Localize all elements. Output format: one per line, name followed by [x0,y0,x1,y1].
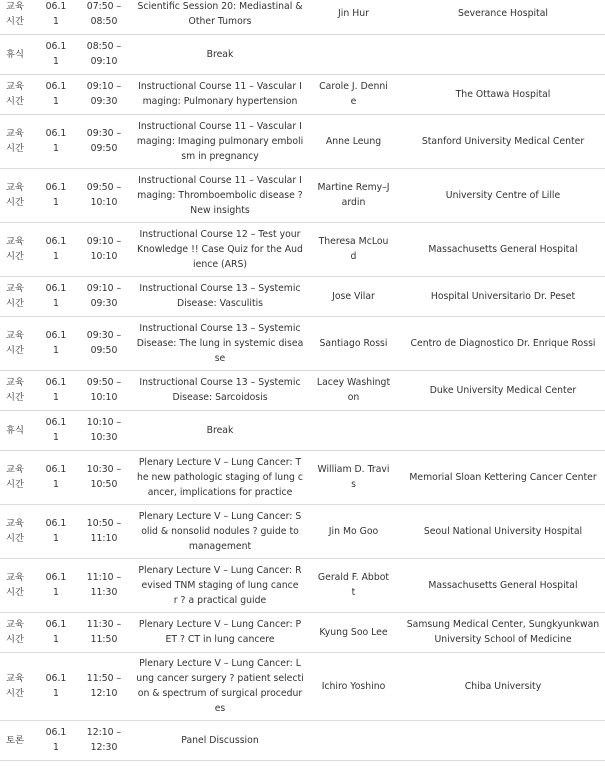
institution-cell [401,720,605,760]
speaker-cell: Anne Leung [306,114,401,168]
date-cell: 06.1 1 [38,370,74,410]
title-cell: Plenary Lecture V – Lung Cancer: P ET ? CT in lung cancere [134,612,306,652]
date-cell: 06.1 1 [38,168,74,222]
date-cell: 06.1 1 [38,558,74,612]
speaker-cell: Theresa McLou d [306,222,401,276]
date-cell: 06.1 1 [38,612,74,652]
title-cell: Panel Discussion [134,720,306,760]
date-cell: 06.1 1 [38,652,74,720]
time-cell: 08:50 – 09:10 [74,34,134,74]
title-cell: Plenary Lecture V – Lung Cancer: L ung cancer surgery ? patient selecti on & spectrum of surgical procedur es [134,652,306,720]
institution-cell [401,410,605,450]
session-type-cell: 교육 시간 [0,558,38,612]
session-type-cell: 교육 시간 [0,504,38,558]
institution-cell: Severance Hospital [401,0,605,34]
date-cell: 06.1 1 [38,720,74,760]
institution-cell: Massachusetts General Hospital [401,222,605,276]
title-cell: Instructional Course 11 – Vascular I maging: Thromboembolic disease ? New insights [134,168,306,222]
table-row [0,450,605,504]
institution-cell: Memorial Sloan Kettering Cancer Center [401,450,605,504]
title-cell: Plenary Lecture V – Lung Cancer: T he new pathologic staging of lung c ancer, implications for practice [134,450,306,504]
table-row [0,720,605,760]
speaker-cell: Kyung Soo Lee [306,612,401,652]
institution-cell: The Ottawa Hospital [401,74,605,114]
institution-cell: Massachusetts General Hospital [401,558,605,612]
institution-cell: Seoul National University Hospital [401,504,605,558]
title-cell: Instructional Course 12 – Test your Knowledge !! Case Quiz for the Aud ience (ARS) [134,222,306,276]
title-cell: Instructional Course 13 – Systemic Disease: Vasculitis [134,276,306,316]
session-type-cell: 교육 시간 [0,316,38,370]
time-cell: 07:50 – 08:50 [74,0,134,34]
table-row [0,410,605,450]
time-cell: 11:10 – 11:30 [74,558,134,612]
institution-cell: Chiba University [401,652,605,720]
session-type-cell: 교육 시간 [0,0,38,34]
institution-cell: Samsung Medical Center, Sungkyunkwan University School of Medicine [401,612,605,652]
time-cell: 09:50 – 10:10 [74,168,134,222]
table-row [0,276,605,316]
session-type-cell: 교육 시간 [0,652,38,720]
time-cell: 11:50 – 12:10 [74,652,134,720]
session-type-cell: 교육 시간 [0,276,38,316]
speaker-cell: Ichiro Yoshino [306,652,401,720]
time-cell: 11:30 – 11:50 [74,612,134,652]
date-cell: 06.1 1 [38,74,74,114]
date-cell: 06.1 1 [38,222,74,276]
speaker-cell: Martine Remy–J ardin [306,168,401,222]
institution-cell: Centro de Diagnostico Dr. Enrique Rossi [401,316,605,370]
session-type-cell: 교육 시간 [0,222,38,276]
time-cell: 09:10 – 10:10 [74,222,134,276]
title-cell: Scientific Session 20: Mediastinal & Other Tumors [134,0,306,34]
table-row [0,316,605,370]
speaker-cell: Santiago Rossi [306,316,401,370]
session-type-cell: 교육 시간 [0,74,38,114]
institution-cell: Stanford University Medical Center [401,114,605,168]
time-cell: 09:10 – 09:30 [74,74,134,114]
institution-cell: Duke University Medical Center [401,370,605,410]
date-cell: 06.1 1 [38,114,74,168]
time-cell: 12:10 – 12:30 [74,720,134,760]
time-cell: 09:30 – 09:50 [74,316,134,370]
table-row [0,34,605,74]
speaker-cell: Gerald F. Abbot t [306,558,401,612]
speaker-cell: Lacey Washingt on [306,370,401,410]
time-cell: 10:30 – 10:50 [74,450,134,504]
session-type-cell: 휴식 [0,410,38,450]
institution-cell [401,34,605,74]
speaker-cell: Jin Hur [306,0,401,34]
table-row [0,168,605,222]
table-row [0,0,605,34]
session-type-cell: 교육 시간 [0,370,38,410]
time-cell: 09:30 – 09:50 [74,114,134,168]
title-cell: Instructional Course 11 – Vascular I maging: Imaging pulmonary emboli sm in pregnancy [134,114,306,168]
session-type-cell: 토론 [0,720,38,760]
table-row [0,504,605,558]
title-cell: Plenary Lecture V – Lung Cancer: R evised TNM staging of lung cance r ? a practical guide [134,558,306,612]
speaker-cell [306,34,401,74]
speaker-cell: Carole J. Denni e [306,74,401,114]
title-cell: Instructional Course 11 – Vascular I maging: Pulmonary hypertension [134,74,306,114]
title-cell: Break [134,34,306,74]
speaker-cell [306,720,401,760]
speaker-cell: Jin Mo Goo [306,504,401,558]
speaker-cell [306,410,401,450]
date-cell: 06.1 1 [38,410,74,450]
session-type-cell: 교육 시간 [0,114,38,168]
table-row [0,612,605,652]
session-type-cell: 휴식 [0,34,38,74]
institution-cell: University Centre of Lille [401,168,605,222]
institution-cell: Hospital Universitario Dr. Peset [401,276,605,316]
time-cell: 10:10 – 10:30 [74,410,134,450]
title-cell: Instructional Course 13 – Systemic Disease: The lung in systemic disea se [134,316,306,370]
table-row [0,222,605,276]
title-cell: Break [134,410,306,450]
table-row [0,558,605,612]
title-cell: Plenary Lecture V – Lung Cancer: S olid & nonsolid nodules ? guide to management [134,504,306,558]
time-cell: 10:50 – 11:10 [74,504,134,558]
session-type-cell: 교육 시간 [0,168,38,222]
table-row [0,370,605,410]
time-cell: 09:10 – 09:30 [74,276,134,316]
table-row [0,74,605,114]
date-cell: 06.1 1 [38,276,74,316]
date-cell: 06.1 1 [38,504,74,558]
date-cell: 06.1 1 [38,34,74,74]
date-cell: 06.1 1 [38,0,74,34]
date-cell: 06.1 1 [38,450,74,504]
speaker-cell: William D. Travi s [306,450,401,504]
session-type-cell: 교육 시간 [0,450,38,504]
time-cell: 09:50 – 10:10 [74,370,134,410]
table-row [0,114,605,168]
session-type-cell: 교육 시간 [0,612,38,652]
speaker-cell: Jose Vilar [306,276,401,316]
table-row [0,652,605,720]
title-cell: Instructional Course 13 – Systemic Disease: Sarcoidosis [134,370,306,410]
date-cell: 06.1 1 [38,316,74,370]
